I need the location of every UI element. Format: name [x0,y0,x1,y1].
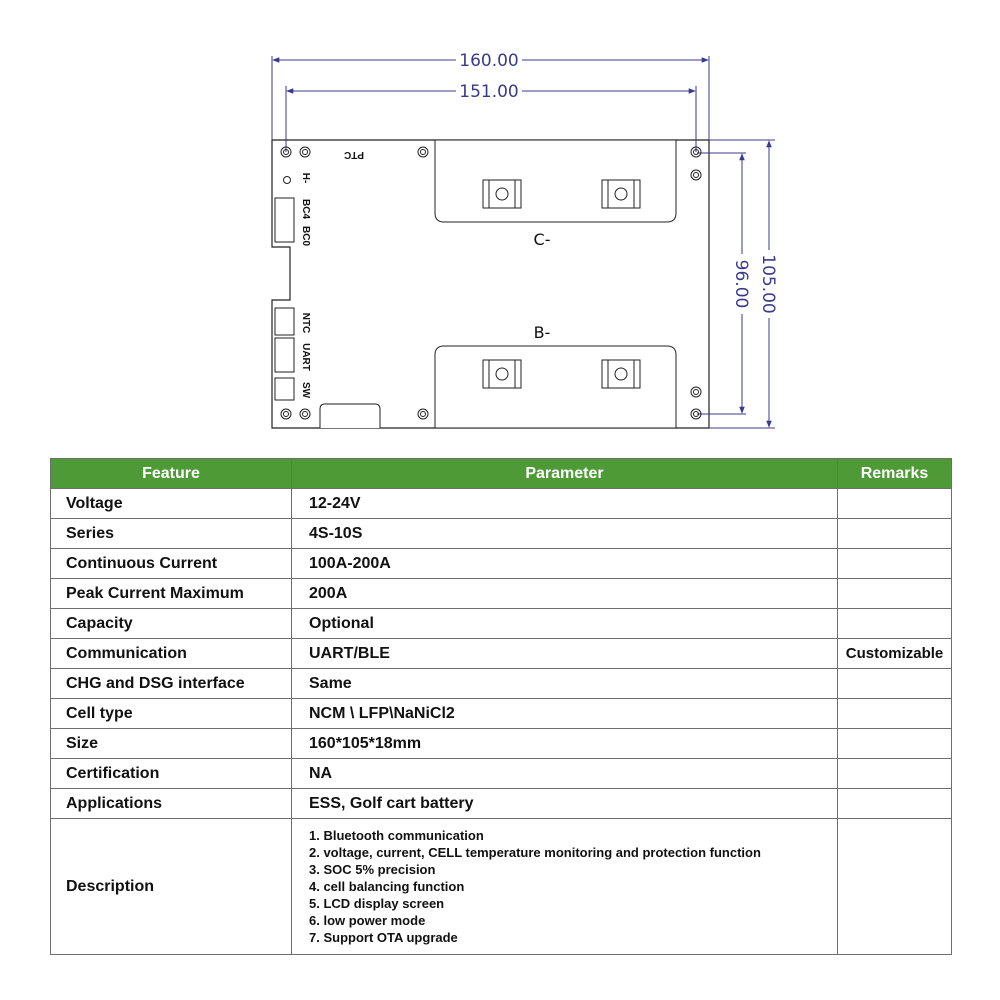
parameter-cell: ESS, Golf cart battery [292,789,838,819]
parameter-cell: NCM \ LFP\NaNiCl2 [292,699,838,729]
parameter-cell: Same [292,669,838,699]
description-item: 3. SOC 5% precision [309,862,436,877]
b-minus-label: B- [533,323,551,342]
description-item: 4. cell balancing function [309,879,465,894]
description-item: 5. LCD display screen [309,896,445,911]
table-row-cell-type [51,699,952,729]
remarks-cell [838,699,952,729]
feature-cell: Description [51,819,292,955]
description-item: 6. low power mode [309,913,426,928]
feature-cell: CHG and DSG interface [51,669,292,699]
table-header-row [51,459,952,489]
table-row-series [51,519,952,549]
description-item: 2. voltage, current, CELL temperature monitoring and protection function [309,845,761,860]
parameter-header: Parameter [292,459,838,489]
parameter-cell: Optional [292,609,838,639]
remarks-cell [838,789,952,819]
ptc-label: PTC [344,149,364,160]
feature-cell: Peak Current Maximum [51,579,292,609]
parameter-cell: 160*105*18mm [292,729,838,759]
parameter-cell: NA [292,759,838,789]
remarks-cell [838,519,952,549]
table-row-voltage [51,489,952,519]
table-row-capacity [51,609,952,639]
overall-width-dimension: 160.00 [459,51,519,71]
hole-span-width-dimension: 151.00 [459,82,519,102]
table-row-communication [51,639,952,669]
description-item: 7. Support OTA upgrade [309,930,458,945]
feature-header: Feature [51,459,292,489]
feature-cell: Certification [51,759,292,789]
table-row-chg-dsg-interface [51,669,952,699]
overall-height-dimension: 105.00 [758,254,778,314]
table-row-applications [51,789,952,819]
parameter-cell: 100A-200A [292,549,838,579]
feature-cell: Cell type [51,699,292,729]
hole-span-height-dimension: 96.00 [731,259,751,309]
feature-cell: Continuous Current [51,549,292,579]
remarks-cell [838,669,952,699]
remarks-header: Remarks [838,459,952,489]
parameter-cell: 4S-10S [292,519,838,549]
h-minus-label: H- [300,172,311,184]
description-item: 1. Bluetooth communication [309,828,484,843]
parameter-cell: 12-24V [292,489,838,519]
feature-cell: Capacity [51,609,292,639]
remarks-cell [838,819,952,955]
parameter-cell: UART/BLE [292,639,838,669]
table-row-certification [51,759,952,789]
remarks-cell [838,729,952,759]
remarks-cell [838,609,952,639]
pcb-dimension-drawing [0,0,1000,450]
spec-table [50,458,952,955]
bc4-label: BC4 [300,198,311,220]
remarks-cell [838,549,952,579]
table-row-size [51,729,952,759]
feature-cell: Size [51,729,292,759]
table-row-continuous-current [51,549,952,579]
feature-cell: Applications [51,789,292,819]
bc0-label: BC0 [300,225,311,247]
uart-label: UART [300,343,311,371]
feature-cell: Series [51,519,292,549]
ntc-label: NTC [300,312,311,334]
parameter-cell: 200A [292,579,838,609]
table-row-peak-current [51,579,952,609]
c-minus-label: C- [533,230,551,249]
description-cell [292,819,838,955]
sw-label: SW [300,381,311,399]
feature-cell: Communication [51,639,292,669]
feature-cell: Voltage [51,489,292,519]
remarks-cell [838,759,952,789]
table-row-description [51,819,952,955]
remarks-cell [838,579,952,609]
remarks-cell [838,489,952,519]
remarks-cell: Customizable [838,639,952,669]
description-list [292,827,837,946]
